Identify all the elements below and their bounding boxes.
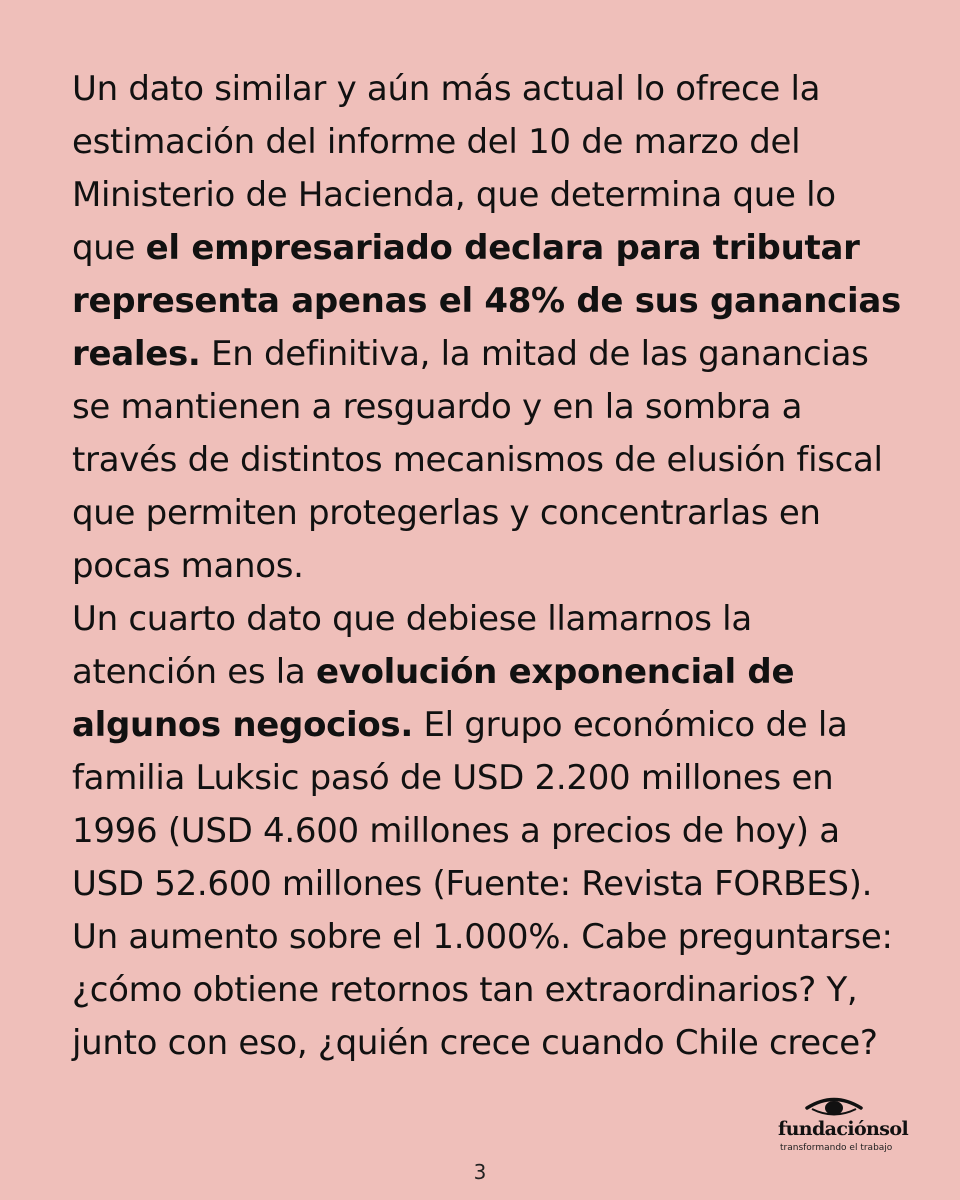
fundacionsol-logo <box>778 1093 913 1155</box>
paragraph-text: El grupo económico de la familia Luksic pasó de USD 2.200 millones en 1996 (USD 4.600 millones a precios de hoy) a USD 52.600 millones (Fuente: Revista FORBES). Un aumento sobre el 1.000%. Cabe preguntarse: ¿cómo obtiene retornos tan extraordinarios? Y, junto con eso, ¿quién crece cuando Chile crece? <box>72 705 893 1063</box>
eye-logo-icon <box>804 1093 864 1121</box>
logo-tagline: transformando el trabajo <box>780 1143 893 1153</box>
paragraph-hacienda <box>72 63 902 593</box>
paragraph-text: Un dato similar y aún más actual lo ofrece la estimación del informe del 10 de marzo del Ministerio de Hacienda, que determina que lo que <box>72 69 836 268</box>
paragraph-text: Un cuarto dato que debiese llamarnos la atención es la <box>72 599 752 692</box>
article-body <box>72 63 902 1070</box>
paragraph-luksic <box>72 593 902 1070</box>
highlight-text: evolución exponencial de algunos negocios. <box>72 652 795 745</box>
logo-name: fundaciónsol <box>778 1118 909 1140</box>
paragraph-text: En definitiva, la mitad de las ganancias se mantienen a resguardo y en la sombra a través de distintos mecanismos de elusión fiscal que permiten protegerlas y concentrarlas en pocas manos. <box>72 334 883 586</box>
page-number: 3 <box>473 1160 487 1184</box>
highlight-text: el empresariado declara para tributar representa apenas el 48% de sus ganancias reales. <box>72 228 901 374</box>
